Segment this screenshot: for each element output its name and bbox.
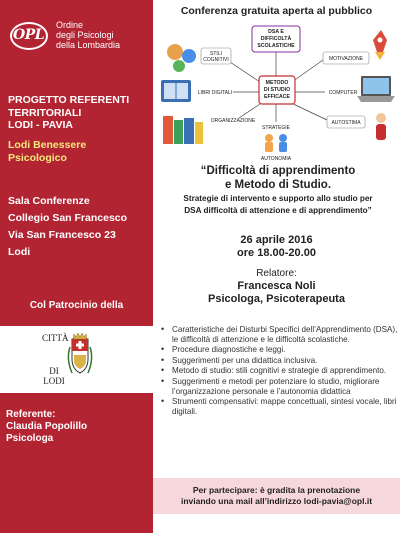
rocket-icon <box>373 30 387 60</box>
stili-line1: STILI <box>210 51 222 57</box>
project-subtitle-line1: Lodi Benessere <box>8 139 87 151</box>
org-name <box>56 20 151 50</box>
topic-item: • Caratteristiche dei Disturbi Specifici dell’Apprendimento (DSA), le difficoltà di attenzione e le difficoltà scolastiche. <box>159 325 399 344</box>
organizzazione-label: ORGANIZZAZIONE <box>210 118 256 124</box>
referent-name: Claudia Popolillo <box>6 421 88 432</box>
center-line2: DI STUDIO <box>263 87 291 93</box>
event-subtitle-line2: DSA difficoltà di attenzione e di apprendimento” <box>184 206 372 215</box>
people-icon <box>265 134 287 152</box>
speaker-role: Psicologa, Psicoterapeuta <box>208 293 345 305</box>
referent <box>6 409 151 445</box>
dsa-line3: SCOLASTICHE <box>257 43 295 49</box>
libri-label: LIBRI DIGITALI <box>197 90 233 96</box>
event-title-line1: “Difficoltà di apprendimento <box>200 165 356 177</box>
topic-item: • Procedure diagnostiche e leggi. <box>159 345 399 355</box>
org-name-line2: degli Psicologi <box>56 30 114 40</box>
stili-line2: COGNITIVI <box>203 57 229 63</box>
speaker <box>153 267 400 306</box>
venue-line1: Sala Conferenze <box>8 195 90 207</box>
venue-line2: Collegio San Francesco <box>8 212 128 224</box>
referent-label: Referente: <box>6 409 56 420</box>
registration-line2: inviando una mail all’indirizzo lodi-pavia@opl.it <box>180 496 373 506</box>
referent-role: Psicologa <box>6 433 54 444</box>
event-day: 26 aprile 2016 <box>240 234 313 246</box>
org-name-line3: della Lombardia <box>56 40 121 50</box>
project-subtitle <box>8 139 150 165</box>
autonomia-label: AUTONOMIA <box>260 156 292 162</box>
sidebar <box>0 0 153 533</box>
city-word-bottom: DI LODI <box>43 366 65 386</box>
laptop-icon <box>357 76 395 102</box>
project-title-line2: TERRITORIALI <box>8 106 82 119</box>
study-method-diagram <box>155 22 398 162</box>
center-line3: EFFICACE <box>264 94 290 100</box>
dsa-line1: DSA E <box>268 29 284 35</box>
patronage-label: Col Patrocinio della <box>29 300 124 311</box>
org-name-line1: Ordine <box>56 20 84 30</box>
topic-item: • Strumenti compensativi: mappe concettuali, sintesi vocale, libri digitali. <box>159 397 399 416</box>
heads-icon <box>167 44 196 72</box>
registration-box <box>153 478 400 514</box>
project-subtitle-line2: Psicologico <box>8 152 67 164</box>
event-title-line2: e Metodo di Studio. <box>224 179 332 191</box>
event-time: ore 18.00-20.00 <box>237 247 316 259</box>
speaker-name: Francesca Noli <box>237 280 316 292</box>
strategie-label: STRATEGIE <box>262 125 290 131</box>
venue-line3: Via San Francesco 23 <box>8 229 116 241</box>
event-title <box>159 164 397 216</box>
opl-logo <box>0 0 153 64</box>
venue <box>8 193 150 261</box>
city-word-top: CITTÀ <box>42 333 69 343</box>
bookshelf-icon <box>163 116 203 144</box>
venue-line4: Lodi <box>8 246 31 258</box>
topic-item: • Metodo di studio: stili cognitivi e strategie di apprendimento. <box>159 366 399 376</box>
project-title <box>8 94 150 132</box>
topics-list <box>159 325 399 417</box>
event-date <box>153 234 400 260</box>
topic-item: • Suggerimenti per una didattica inclusiva. <box>159 356 399 366</box>
topic-item: • Suggerimenti e metodi per potenziare lo studio, migliorare l’organizzazione personale e l’autonomia didattica <box>159 377 399 396</box>
registration-line1: Per partecipare: è gradita la prenotazione <box>192 485 361 495</box>
dsa-line2: DIFFICOLTÀ <box>260 36 292 42</box>
computer-label: COMPUTER <box>328 90 358 96</box>
opl-logo-mark: OPL <box>13 27 45 43</box>
motivazione-label: MOTIVAZIONE <box>328 56 364 62</box>
event-subtitle-line1: Strategie di intervento e supporto allo studio per <box>183 194 373 203</box>
project-title-line1: PROGETTO REFERENTI <box>8 94 130 106</box>
speaker-label: Relatore: <box>256 268 297 279</box>
book-icon <box>161 80 191 102</box>
autostima-label: AUTOSTIMA <box>331 120 361 126</box>
project-title-line3: LODI - PAVIA <box>8 119 73 131</box>
conference-header: Conferenza gratuita aperta al pubblico <box>180 5 373 17</box>
main-content <box>153 0 400 533</box>
city-of-lodi-logo <box>42 333 112 386</box>
center-line1: METODO <box>265 80 289 86</box>
person-icon <box>376 113 386 140</box>
